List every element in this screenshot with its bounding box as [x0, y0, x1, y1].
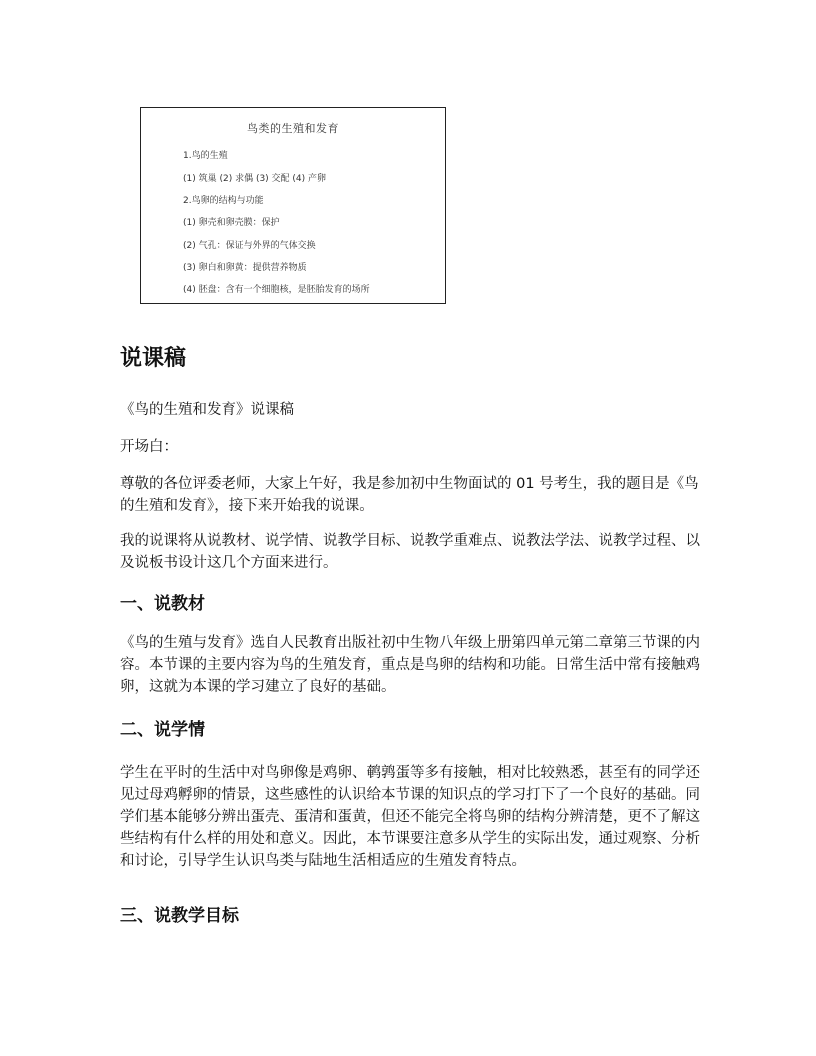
board-line: 2.鸟卵的结构与功能 [183, 196, 264, 206]
section-heading-textbook: 一、说教材 [120, 594, 205, 614]
blackboard-design-figure [140, 107, 446, 304]
section-paragraph-students: 学生在平时的生活中对鸟卵像是鸡卵、鹌鹑蛋等多有接触，相对比较熟悉，甚至有的同学还见过母鸡孵卵的情景，这些感性的认识给本节课的知识点的学习打下了一个良好的基础。同学们基本能够分辨出蛋壳、蛋清和蛋黄，但还不能完全将鸟卵的结构分辨清楚，更不了解这些结构有什么样的用处和意义。因此，本节课要注意多从学生的实际出发，通过观察、分析和讨论，引导学生认识鸟类与陆地生活相适应的生殖发育特点。 [120, 765, 700, 869]
opening-paragraph: 尊敬的各位评委老师，大家上午好，我是参加初中生物面试的 01 号考生，我的题目是《鸟的生殖和发育》，接下来开始我的说课。 [120, 476, 699, 514]
board-title: 鸟类的生殖和发育 [247, 122, 339, 135]
board-line: (2) 气孔：保证与外界的气体交换 [183, 241, 316, 251]
board-line: (4) 胚盘：含有一个细胞核，是胚胎发育的场所 [183, 285, 370, 295]
board-line: 1.鸟的生殖 [183, 151, 228, 161]
section-paragraph-textbook: 《鸟的生殖与发育》选自人民教育出版社初中生物八年级上册第四单元第二章第三节课的内容。本节课的主要内容为鸟的生殖发育，重点是鸟卵的结构和功能。日常生活中常有接触鸡卵，这就为本课的学习建立了良好的基础。 [120, 635, 700, 695]
section-heading-students: 二、说学情 [120, 720, 205, 740]
outline-paragraph: 我的说课将从说教材、说学情、说教学目标、说教学重难点、说教法学法、说教学过程、以及说板书设计这几个方面来进行。 [120, 533, 700, 571]
board-line: (3) 卵白和卵黄：提供营养物质 [183, 263, 307, 273]
document-title: 说课稿 [120, 346, 187, 371]
section-heading-objectives: 三、说教学目标 [120, 906, 239, 926]
document-subtitle: 《鸟的生殖和发育》说课稿 [120, 402, 294, 418]
board-line: (1) 卵壳和卵壳膜：保护 [183, 218, 280, 228]
opening-label: 开场白： [120, 439, 178, 455]
board-line: (1) 筑巢 (2) 求偶 (3) 交配 (4) 产卵 [183, 174, 327, 184]
